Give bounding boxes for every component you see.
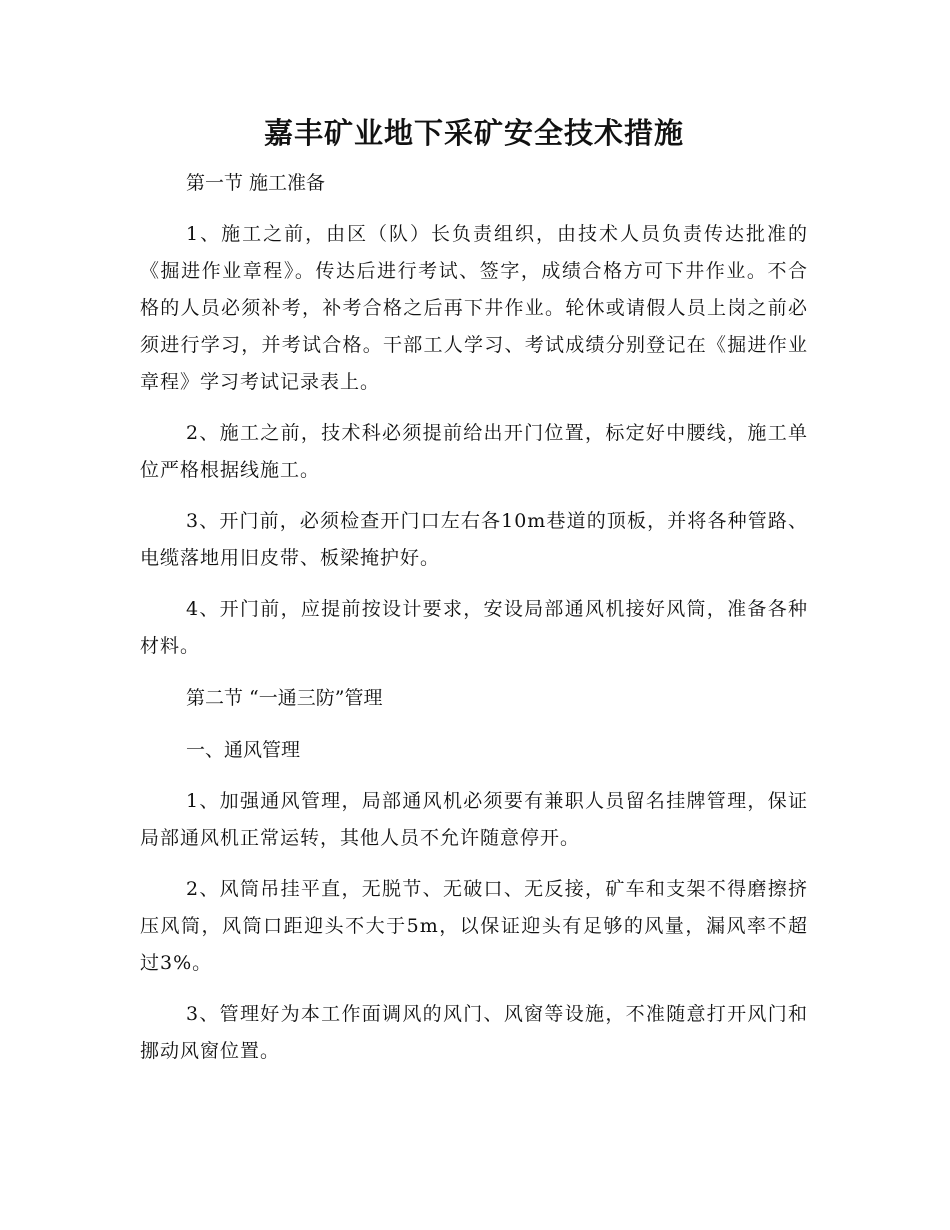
paragraph-2-1: 1、加强通风管理，局部通风机必须要有兼职人员留名挂牌管理，保证局部通风机正常运转，其他人员不允许随意停开。: [140, 790, 808, 849]
paragraph-1-2: 2、施工之前，技术科必须提前给出开门位置，标定好中腰线，施工单位严格根据线施工。: [140, 422, 808, 481]
document-title: 嘉丰矿业地下采矿安全技术措施: [263, 116, 684, 150]
section-heading-2: 第二节 “一通三防”管理: [186, 687, 383, 709]
section-heading-1: 第一节 施工准备: [186, 172, 326, 194]
paragraph-1-1: 1、施工之前，由区（队）长负责组织，由技术人员负责传达批准的《掘进作业章程》。传达后进行考试、签字，成绩合格方可下井作业。不合格的人员必须补考，补考合格之后再下井作业。轮休或请假人员上岗之前必须进行学习，并考试合格。干部工人学习、考试成绩分别登记在《掘进作业章程》学习考试记录表上。: [140, 223, 808, 393]
paragraph-2-3: 3、管理好为本工作面调风的风门、风窗等设施，不准随意打开风门和挪动风窗位置。: [140, 1003, 808, 1062]
paragraph-1-3: 3、开门前，必须检查开门口左右各10m巷道的顶板，并将各种管路、电缆落地用旧皮带、板梁掩护好。: [140, 510, 808, 569]
paragraph-1-4: 4、开门前，应提前按设计要求，安设局部通风机接好风筒，准备各种材料。: [140, 598, 808, 657]
document-body: [140, 110, 808, 1070]
subsection-heading-ventilation: 一、通风管理: [186, 739, 301, 761]
paragraph-2-2: 2、风筒吊挂平直，无脱节、无破口、无反接，矿车和支架不得磨擦挤压风筒，风筒口距迎头不大于5m，以保证迎头有足够的风量，漏风率不超过3%。: [140, 878, 808, 974]
